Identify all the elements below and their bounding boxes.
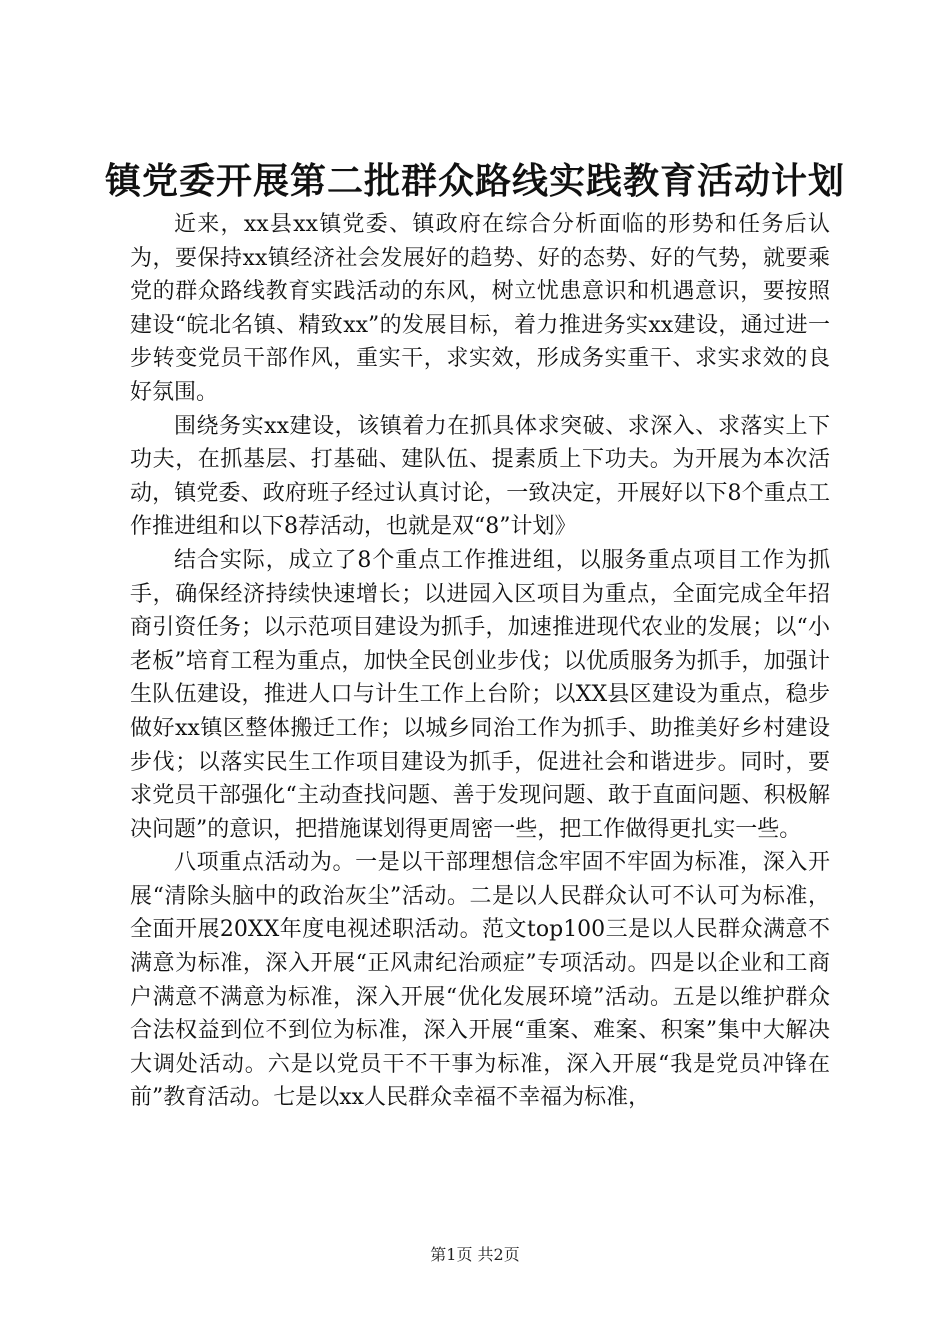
body-paragraph: 近来，xx县xx镇党委、镇政府在综合分析面临的形势和任务后认为，要保持xx镇经济社会发展好的趋势、好的态势、好的气势，就要乘党的群众路线教育实践活动的东风，树立忧患意识和机遇意识，要按照建设“皖北名镇、精致xx”的发展目标，着力推进务实xx建设，通过进一步转变党员干部作风，重实干，求实效，形成务实重干、求实求效的良好氛围。 bbox=[130, 212, 830, 405]
document-body bbox=[130, 208, 830, 1115]
document-title: 镇党委开展第二批群众路线实践教育活动计划 bbox=[104, 161, 845, 202]
body-paragraph: 围绕务实xx建设，该镇着力在抓具体求突破、求深入、求落实上下功夫，在抓基层、打基础、建队伍、提素质上下功夫。为开展为本次活动，镇党委、政府班子经过认真讨论，一致决定，开展好以下8个重点工作推进组和以下8荐活动，也就是双“8”计划》 bbox=[130, 413, 830, 540]
body-paragraph: 八项重点活动为。一是以干部理想信念牢固不牢固为标准，深入开展“清除头脑中的政治灰尘”活动。二是以人民群众认可不认可为标准，全面开展20XX年度电视述职活动。范文top100三是以人民群众满意不满意为标准，深入开展“正风肃纪治顽症”专项活动。四是以企业和工商户满意不满意为标准，深入开展“优化发展环境”活动。五是以维护群众合法权益到位不到位为标准，深入开展“重案、难案、积案”集中大解决大调处活动。六是以党员干不干事为标准，深入开展“我是党员冲锋在前”教育活动。七是以xx人民群众幸福不幸福为标准， bbox=[130, 850, 830, 1111]
body-paragraph: 结合实际，成立了8个重点工作推进组，以服务重点项目工作为抓手，确保经济持续快速增长；以进园入区项目为重点，全面完成全年招商引资任务；以示范项目建设为抓手，加速推进现代农业的发展；以“小老板”培育工程为重点，加快全民创业步伐；以优质服务为抓手，加强计生队伍建设，推进人口与计生工作上台阶；以XX县区建设为重点，稳步做好xx镇区整体搬迁工作；以城乡同治工作为抓手、助推美好乡村建设步伐；以落实民生工作项目建设为抓手，促进社会和谐进步。同时，要求党员干部强化“主动查找问题、善于发现问题、敢于直面问题、积极解决问题”的意识，把措施谋划得更周密一些，把工作做得更扎实一些。 bbox=[130, 547, 830, 842]
page-footer: 第1页 共2页 bbox=[430, 1245, 520, 1264]
